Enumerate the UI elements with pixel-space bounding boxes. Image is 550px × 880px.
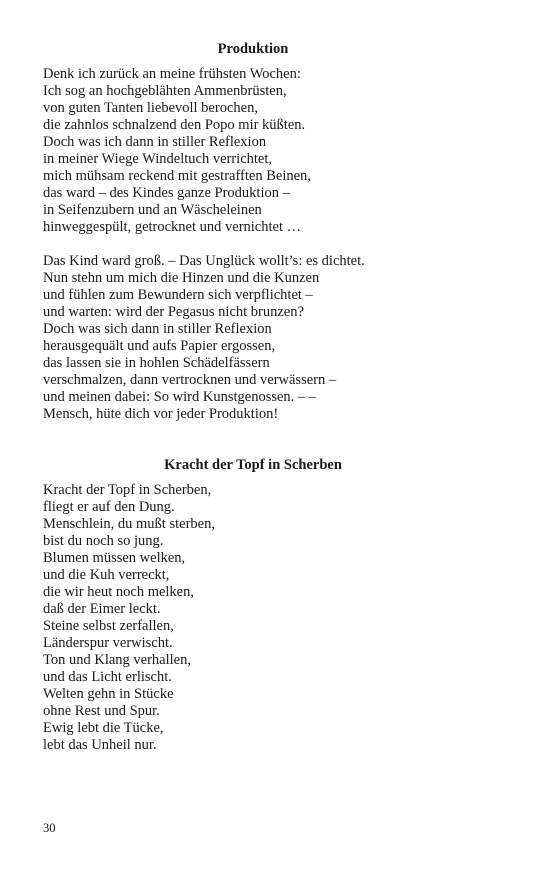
verse-line: Ich sog an hochgeblähten Ammenbrüsten, bbox=[43, 83, 287, 99]
verse-line: das lassen sie in hohlen Schädelfässern bbox=[43, 355, 270, 371]
verse-line: bist du noch so jung. bbox=[43, 533, 164, 549]
verse-line: lebt das Unheil nur. bbox=[43, 737, 157, 753]
verse-line: und warten: wird der Pegasus nicht brunzen? bbox=[43, 304, 304, 320]
verse-line: in Seifenzubern und an Wäscheleinen bbox=[43, 202, 262, 218]
poem-title: Produktion bbox=[217, 41, 289, 57]
poem-kracht-der-topf bbox=[43, 456, 473, 754]
verse-line: Welten gehn in Stücke bbox=[43, 686, 174, 702]
verse-line: Denk ich zurück an meine frühsten Wochen: bbox=[43, 66, 301, 82]
book-page bbox=[43, 40, 473, 754]
verse-line: mich mühsam reckend mit gestrafften Beinen, bbox=[43, 168, 311, 184]
verse-line: Blumen müssen welken, bbox=[43, 550, 186, 566]
verse-line: in meiner Wiege Windeltuch verrichtet, bbox=[43, 151, 273, 167]
verse-line: Mensch, hüte dich vor jeder Produktion! bbox=[43, 406, 279, 422]
verse-line: Menschlein, du mußt sterben, bbox=[43, 516, 215, 532]
verse-line: Doch was sich dann in stiller Reflexion bbox=[43, 321, 272, 337]
stanza bbox=[43, 66, 473, 236]
verse-line: Das Kind ward groß. – Das Unglück wollt’s: es dichtet. bbox=[43, 253, 365, 269]
verse-line: und das Licht erlischt. bbox=[43, 669, 172, 685]
verse-line: Steine selbst zerfallen, bbox=[43, 618, 174, 634]
verse-line: und die Kuh verreckt, bbox=[43, 567, 170, 583]
verse-line: und meinen dabei: So wird Kunstgenossen. – – bbox=[43, 389, 317, 405]
poem-title: Kracht der Topf in Scherben bbox=[164, 457, 342, 473]
verse-line: Nun stehn um mich die Hinzen und die Kunzen bbox=[43, 270, 320, 286]
verse-line: das ward – des Kindes ganze Produktion – bbox=[43, 185, 290, 201]
verse-line: Kracht der Topf in Scherben, bbox=[43, 482, 212, 498]
verse-line: Ton und Klang verhallen, bbox=[43, 652, 191, 668]
verse-line: und fühlen zum Bewundern sich verpflichtet – bbox=[43, 287, 313, 303]
poem-produktion bbox=[43, 40, 473, 423]
verse-line: Länderspur verwischt. bbox=[43, 635, 173, 651]
verse-line: die zahnlos schnalzend den Popo mir küßten. bbox=[43, 117, 306, 133]
verse-line: fliegt er auf den Dung. bbox=[43, 499, 175, 515]
verse-line: daß der Eimer leckt. bbox=[43, 601, 161, 617]
verse-line: hinweggespült, getrocknet und vernichtet … bbox=[43, 219, 302, 235]
verse-line: Doch was ich dann in stiller Reflexion bbox=[43, 134, 267, 150]
verse-line: ohne Rest und Spur. bbox=[43, 703, 160, 719]
verse-line: herausgequält und aufs Papier ergossen, bbox=[43, 338, 276, 354]
stanza bbox=[43, 253, 473, 423]
page-number: 30 bbox=[43, 821, 56, 835]
verse-line: die wir heut noch melken, bbox=[43, 584, 194, 600]
stanza bbox=[43, 482, 473, 754]
verse-line: von guten Tanten liebevoll berochen, bbox=[43, 100, 258, 116]
verse-line: verschmalzen, dann vertrocknen und verwässern – bbox=[43, 372, 337, 388]
verse-line: Ewig lebt die Tücke, bbox=[43, 720, 164, 736]
